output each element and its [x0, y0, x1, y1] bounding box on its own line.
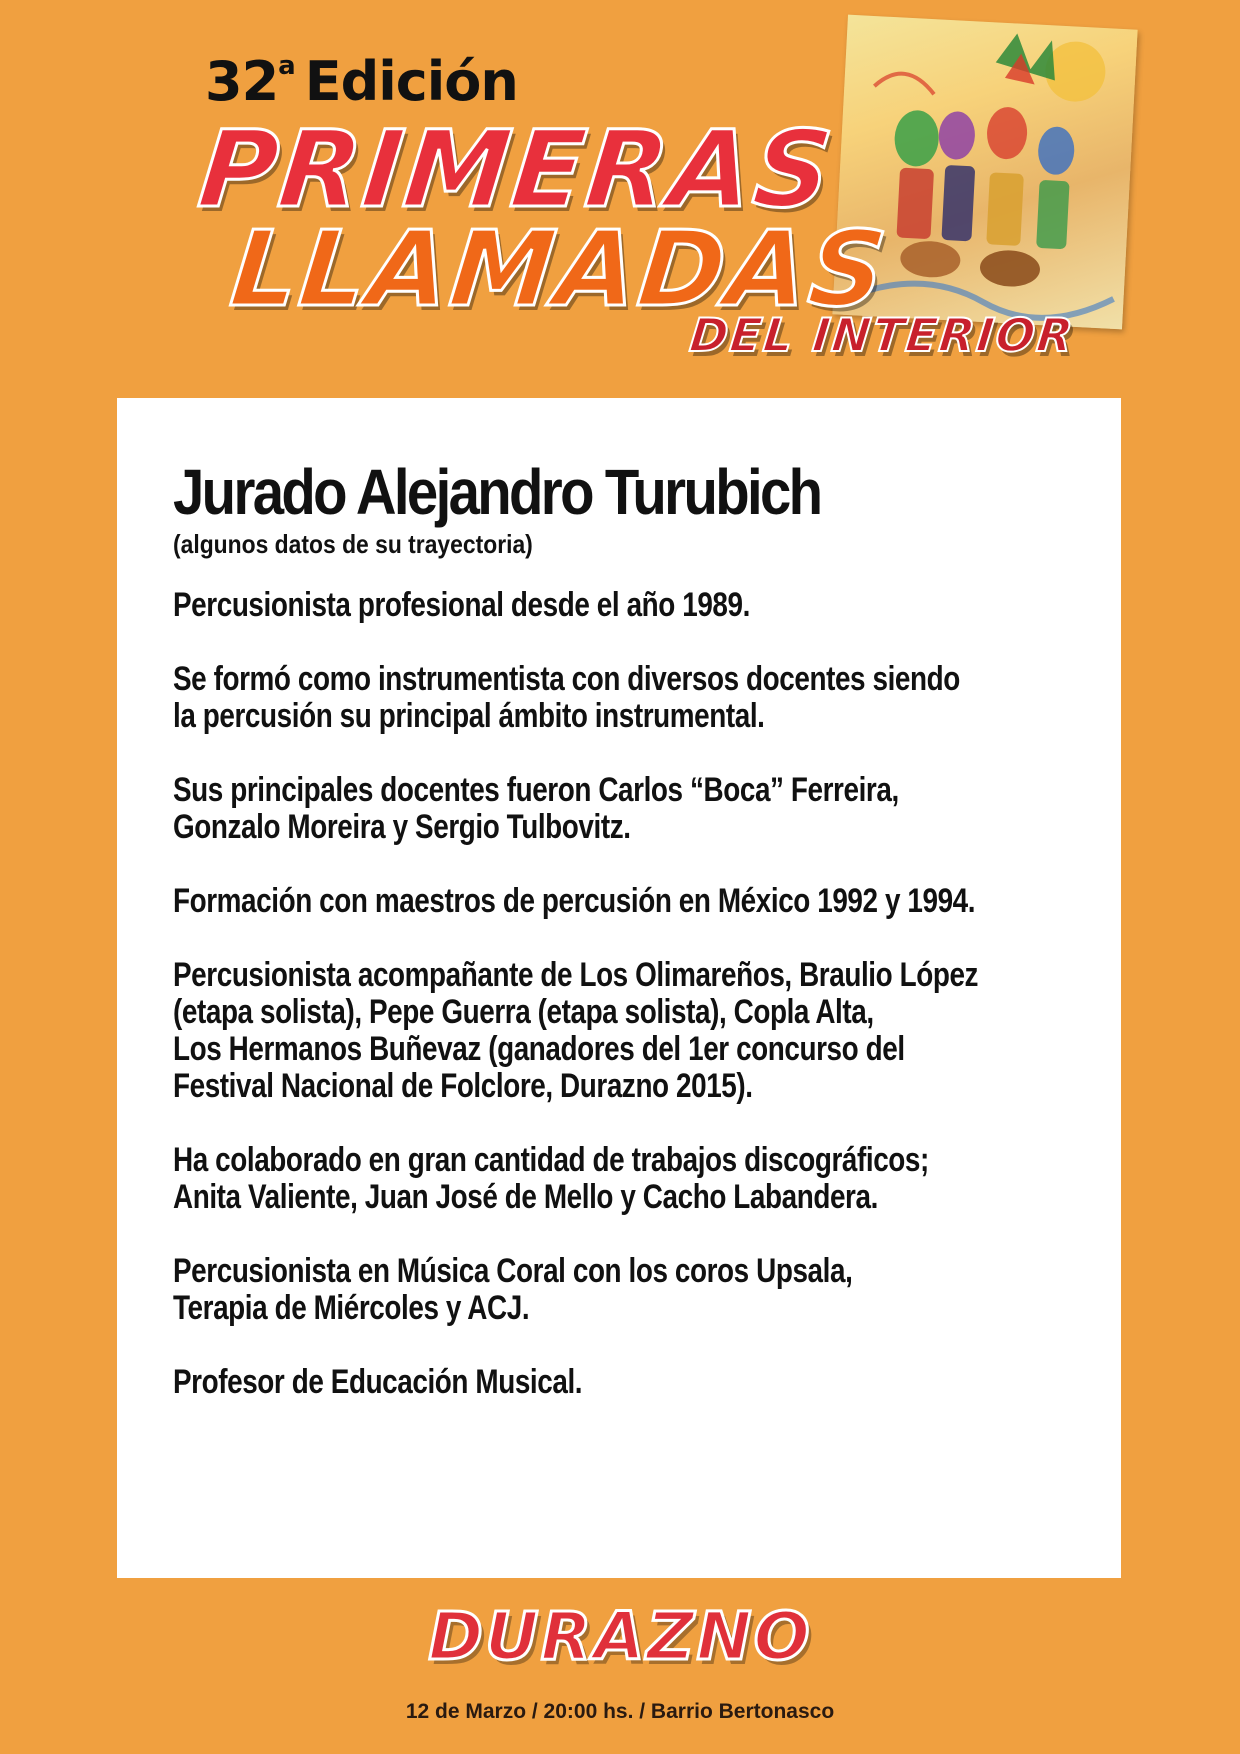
paragraph-line: Se formó como instrumentista con diversos docentes siendo [173, 660, 960, 698]
paragraph-line: Percusionista profesional desde el año 1989. [173, 586, 750, 624]
paragraph [173, 587, 927, 624]
doc-title: Jurado Alejandro Turubich [173, 456, 821, 528]
paragraph-line: Gonzalo Moreira y Sergio Tulbovitz. [173, 808, 631, 846]
paragraph [173, 772, 927, 846]
paragraph-line: Percusionista en Música Coral con los coros Upsala, [173, 1252, 853, 1290]
footer-event-info: 12 de Marzo / 20:00 hs. / Barrio Bertonasco [405, 1700, 835, 1723]
paragraph [173, 1253, 927, 1327]
doc-subtitle: (algunos datos de su trayectoria) [173, 529, 533, 559]
paragraph [173, 882, 976, 920]
paragraph [173, 660, 960, 735]
paragraph [173, 956, 979, 1105]
edition-ordinal: a [278, 51, 295, 81]
paragraph-line: Formación con maestros de percusión en México 1992 y 1994. [173, 882, 976, 920]
paragraph [173, 1364, 927, 1401]
paragraph-line: (etapa solista), Pepe Guerra (etapa solista), Copla Alta, [173, 993, 874, 1031]
paragraph-line: la percusión su principal ámbito instrumental. [173, 697, 765, 735]
poster-header [0, 0, 1240, 390]
document-body [173, 455, 1093, 1438]
paragraph [173, 1142, 927, 1216]
paragraph-list [173, 587, 1093, 1401]
edition-word: Edición [304, 50, 518, 113]
paragraph-line: Anita Valiente, Juan José de Mello y Cacho Labandera. [173, 1178, 878, 1216]
paragraph-line: Los Hermanos Buñevaz (ganadores del 1er concurso del [173, 1030, 905, 1068]
paragraph-line: Festival Nacional de Folclore, Durazno 2015). [173, 1067, 753, 1105]
edition-number: 32 [205, 50, 279, 113]
title-primeras: PRIMERAS [193, 108, 840, 231]
paragraph-line: Percusionista acompañante de Los Olimareños, Braulio López [173, 956, 979, 994]
edition-label [205, 50, 518, 113]
paragraph-line: Profesor de Educación Musical. [173, 1363, 583, 1401]
paragraph-line: Sus principales docentes fueron Carlos “Boca” Ferreira, [173, 771, 899, 809]
paragraph-line: Ha colaborado en gran cantidad de trabajos discográficos; [173, 1141, 929, 1179]
title-llamadas: LLAMADAS [225, 208, 894, 330]
title-del-interior: DEL INTERIOR [687, 308, 1078, 362]
footer-city: DURAZNO [428, 1598, 812, 1675]
paragraph-line: Terapia de Miércoles y ACJ. [173, 1289, 530, 1327]
